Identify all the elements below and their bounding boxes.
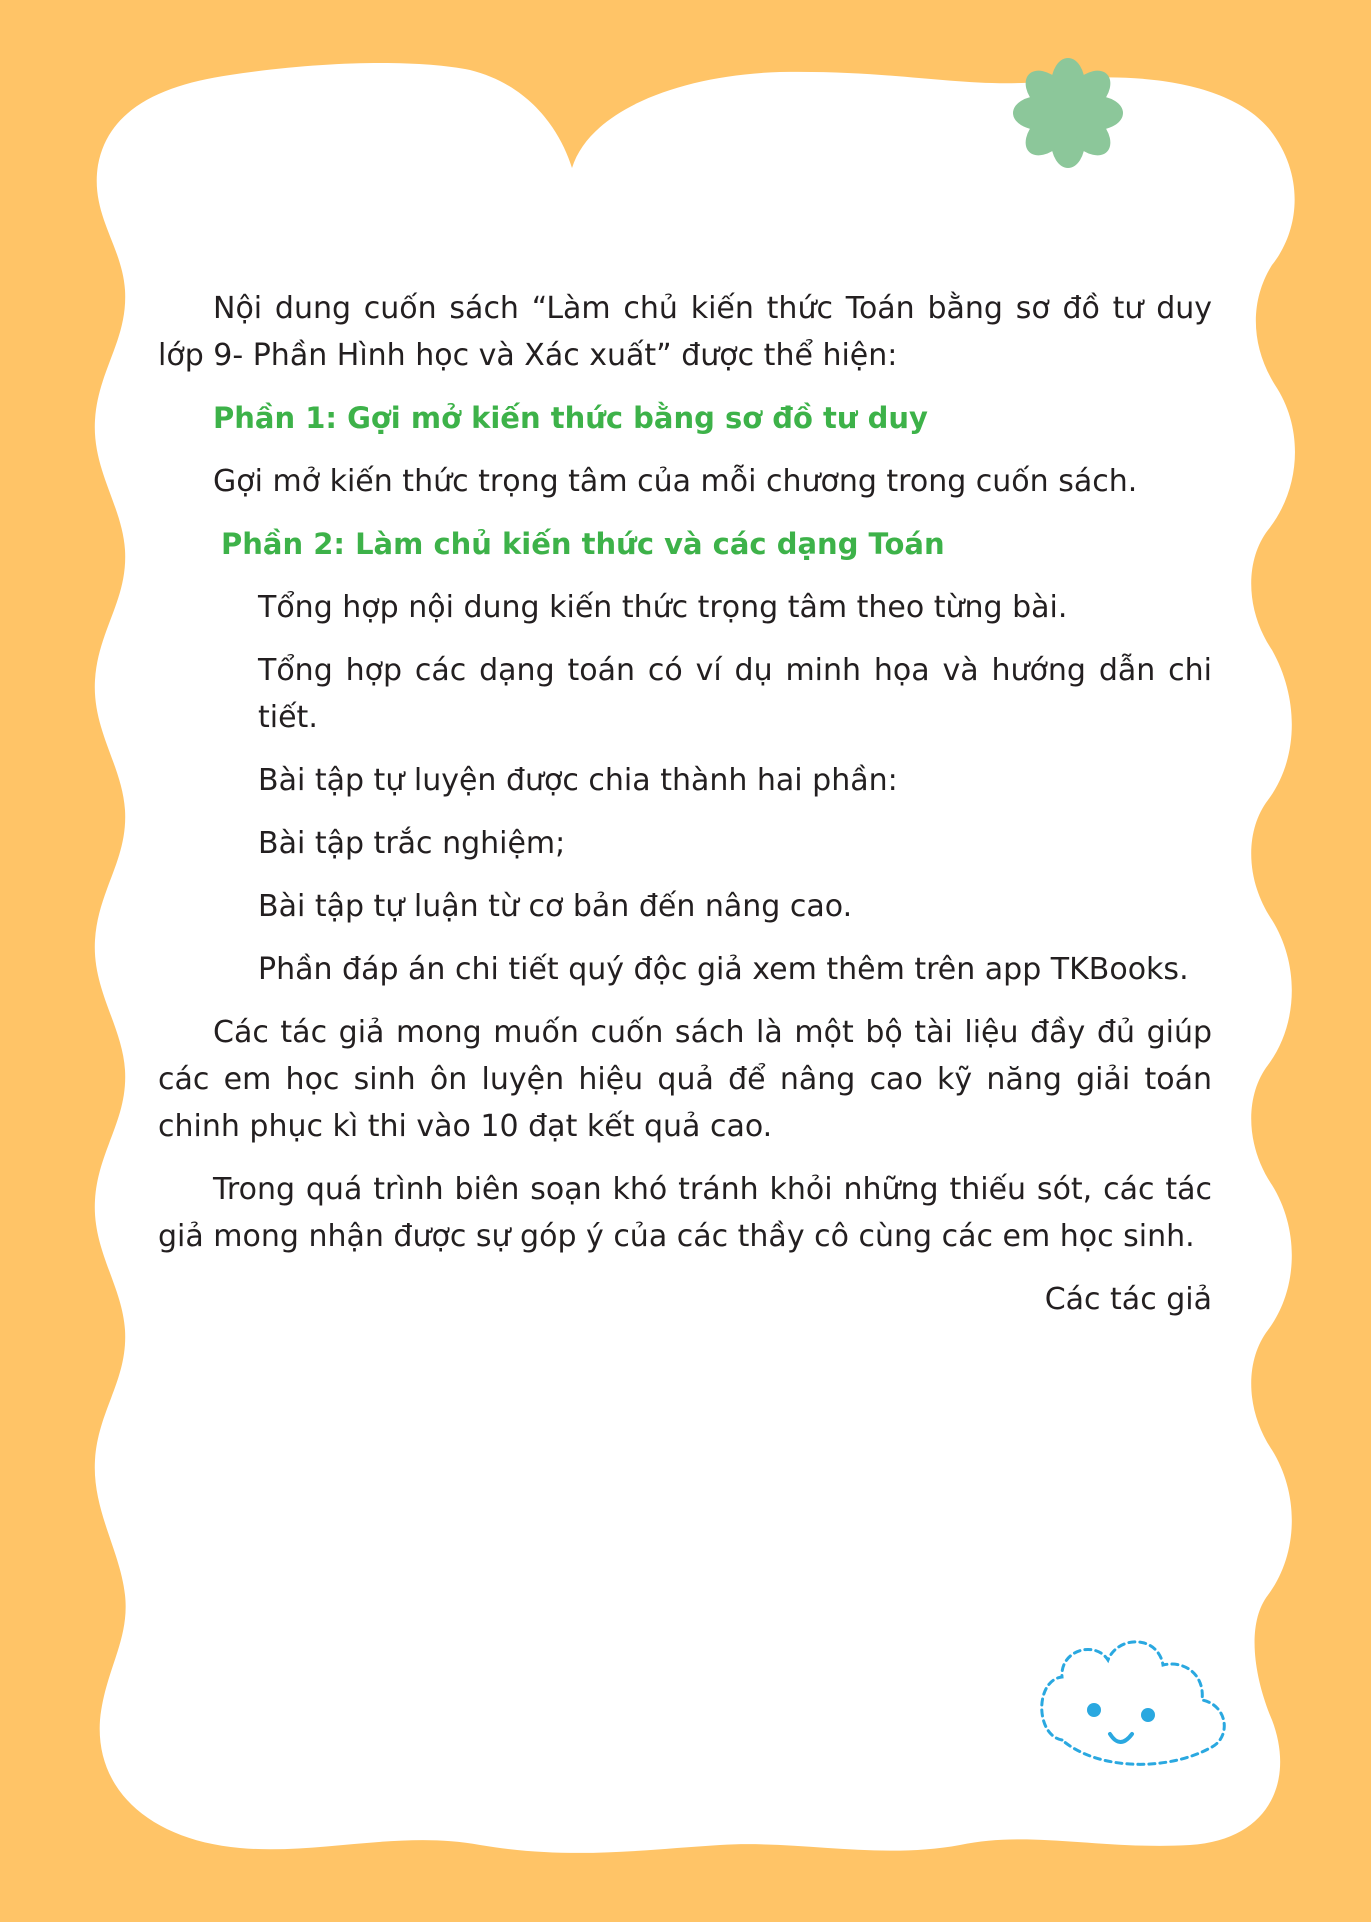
intro-paragraph: Nội dung cuốn sách “Làm chủ kiến thức Toán bằng sơ đồ tư duy lớp 9- Phần Hình học và Xác xuất” được thể hiện: (158, 291, 1212, 373)
preface-text (158, 285, 1212, 1339)
part2-heading: Phần 2: Làm chủ kiến thức và các dạng Toán (221, 527, 945, 561)
closing-paragraph: Trong quá trình biên soạn khó tránh khỏi những thiếu sót, các tác giả mong nhận được sự góp ý của các thầy cô cùng các em học sinh. (158, 1172, 1212, 1254)
part1-heading: Phần 1: Gợi mở kiến thức bằng sơ đồ tư duy (213, 401, 928, 435)
part2-item: Tổng hợp nội dung kiến thức trọng tâm theo từng bài. (258, 590, 1068, 625)
part2-item: Bài tập trắc nghiệm; (258, 826, 566, 861)
closing-paragraph: Các tác giả mong muốn cuốn sách là một bộ tài liệu đầy đủ giúp các em học sinh ôn luyện hiệu quả để nâng cao kỹ năng giải toán chinh phục kì thi vào 10 đạt kết quả cao. (158, 1015, 1212, 1144)
flower-icon (1013, 58, 1123, 168)
signature: Các tác giả (1044, 1282, 1212, 1317)
part1-text: Gợi mở kiến thức trọng tâm của mỗi chương trong cuốn sách. (213, 464, 1138, 499)
part2-item: Bài tập tự luận từ cơ bản đến nâng cao. (258, 889, 853, 924)
part2-item: Bài tập tự luyện được chia thành hai phần: (258, 763, 898, 798)
part2-item: Tổng hợp các dạng toán có ví dụ minh họa và hướng dẫn chi tiết. (258, 653, 1212, 735)
part2-item: Phần đáp án chi tiết quý độc giả xem thêm trên app TKBooks. (258, 952, 1189, 987)
